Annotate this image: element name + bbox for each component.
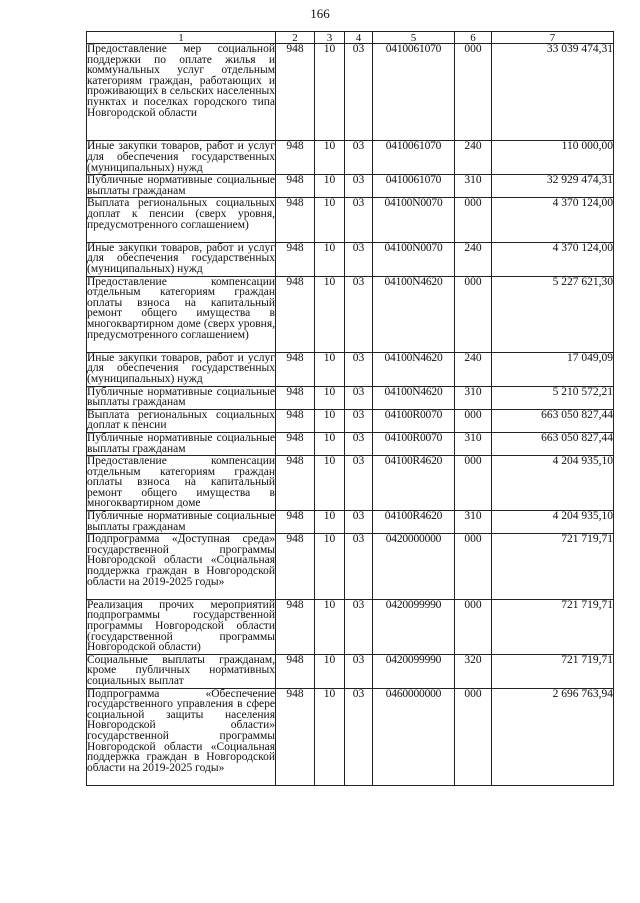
expense-type-code: 000 (455, 44, 492, 141)
table-row (87, 141, 614, 175)
table-row (87, 175, 614, 198)
row-name: Иные закупки товаров, работ и услуг для обеспечения государственных (муниципальных) нужд (87, 351, 275, 385)
amount: 663 050 827,44 (492, 432, 614, 455)
expense-type-code: 000 (455, 688, 492, 785)
section-code: 10 (315, 386, 345, 409)
expense-type-code: 240 (455, 141, 492, 175)
subsection-code: 03 (345, 456, 373, 511)
amount: 33 039 474,31 (492, 44, 614, 141)
target-article-code: 0410061070 (373, 175, 455, 198)
subsection-code: 03 (345, 432, 373, 455)
admin-code: 948 (276, 511, 315, 534)
subsection-code: 03 (345, 654, 373, 688)
column-header: 3 (315, 32, 345, 44)
amount: 4 370 124,00 (492, 198, 614, 242)
section-code: 10 (315, 198, 345, 242)
section-code: 10 (315, 688, 345, 785)
row-name: Предоставление компенсации отдельным категориям граждан оплаты взноса на капитальный ремонт общего имущества в многоквартирном доме (87, 455, 275, 510)
expense-type-code: 240 (455, 352, 492, 386)
amount: 5 227 621,30 (492, 276, 614, 352)
expense-type-code: 000 (455, 456, 492, 511)
section-code: 10 (315, 175, 345, 198)
target-article-code: 0420099990 (373, 654, 455, 688)
admin-code: 948 (276, 44, 315, 141)
subsection-code: 03 (345, 534, 373, 600)
subsection-code: 03 (345, 386, 373, 409)
expense-type-code: 310 (455, 511, 492, 534)
amount: 721 719,71 (492, 534, 614, 600)
expense-type-code: 320 (455, 654, 492, 688)
section-code: 10 (315, 276, 345, 352)
column-header: 5 (373, 32, 455, 44)
expense-type-code: 000 (455, 409, 492, 432)
target-article-code: 0410061070 (373, 141, 455, 175)
column-header: 6 (455, 32, 492, 44)
admin-code: 948 (276, 175, 315, 198)
budget-table (86, 31, 614, 786)
page-number: 166 (310, 6, 330, 21)
row-name: Публичные нормативные социальные выплаты гражданам (87, 385, 275, 409)
target-article-code: 04100N4620 (373, 386, 455, 409)
section-code: 10 (315, 432, 345, 455)
subsection-code: 03 (345, 141, 373, 175)
amount: 721 719,71 (492, 599, 614, 654)
subsection-code: 03 (345, 175, 373, 198)
target-article-code: 04100R4620 (373, 456, 455, 511)
admin-code: 948 (276, 409, 315, 432)
target-article-code: 04100N4620 (373, 352, 455, 386)
table-row (87, 242, 614, 276)
admin-code: 948 (276, 386, 315, 409)
admin-code: 948 (276, 141, 315, 175)
subsection-code: 03 (345, 352, 373, 386)
table-row (87, 276, 614, 352)
admin-code: 948 (276, 198, 315, 242)
subsection-code: 03 (345, 511, 373, 534)
amount: 4 370 124,00 (492, 242, 614, 276)
target-article-code: 04100R0070 (373, 432, 455, 455)
section-code: 10 (315, 654, 345, 688)
row-name: Публичные нормативные социальные выплаты гражданам (87, 431, 275, 455)
row-name: Социальные выплаты гражданам, кроме публичных нормативных социальных выплат (87, 653, 275, 688)
amount: 721 719,71 (492, 654, 614, 688)
amount: 5 210 572,21 (492, 386, 614, 409)
table-row (87, 654, 614, 688)
admin-code: 948 (276, 456, 315, 511)
table-row (87, 456, 614, 511)
column-header: 7 (492, 32, 614, 44)
target-article-code: 0420099990 (373, 599, 455, 654)
expense-type-code: 000 (455, 198, 492, 242)
table-row (87, 44, 614, 141)
section-code: 10 (315, 599, 345, 654)
row-name: Предоставление мер социальной поддержки по оплате жилья и коммунальных услуг отдельным категориям граждан, работающих и проживающих в сельских населенных пунктах и поселках городского типа Новгородской области (87, 44, 276, 141)
table-row (87, 198, 614, 242)
subsection-code: 03 (345, 688, 373, 785)
column-header: 2 (276, 32, 315, 44)
row-name: Подпрограмма «Доступная среда» государственной программы Новгородской области «Социальная поддержка граждан в Новгородской области на 2019-2025 годы» (87, 534, 276, 600)
row-name: Выплата региональных социальных доплат к пенсии (87, 408, 275, 432)
table-row (87, 432, 614, 455)
table-row (87, 511, 614, 534)
table-row (87, 409, 614, 432)
column-header: 4 (345, 32, 373, 44)
row-name: Публичные нормативные социальные выплаты гражданам (87, 174, 275, 197)
target-article-code: 04100N0070 (373, 198, 455, 242)
target-article-code: 0420000000 (373, 534, 455, 600)
table-row (87, 386, 614, 409)
amount: 110 000,00 (492, 141, 614, 175)
expense-type-code: 310 (455, 386, 492, 409)
column-number-row (87, 32, 614, 44)
subsection-code: 03 (345, 44, 373, 141)
row-name: Выплата региональных социальных доплат к пенсии (сверх уровня, предусмотренного соглашением) (87, 198, 276, 242)
admin-code: 948 (276, 276, 315, 352)
expense-type-code: 000 (455, 276, 492, 352)
row-name: Иные закупки товаров, работ и услуг для обеспечения государственных (муниципальных) нужд (87, 241, 275, 275)
section-code: 10 (315, 456, 345, 511)
target-article-code: 04100N4620 (373, 276, 455, 352)
subsection-code: 03 (345, 198, 373, 242)
subsection-code: 03 (345, 242, 373, 276)
amount: 17 049,09 (492, 352, 614, 386)
target-article-code: 0410061070 (373, 44, 455, 141)
row-name: Предоставление компенсации отдельным категориям граждан оплаты взноса на капитальный ремонт общего имущества в многоквартирном доме (сверх уровня, предусмотренного соглашением) (87, 276, 276, 352)
row-name: Подпрограмма «Обеспечение государственного управления в сфере социальной защиты населения Новгородской области» государственной программы Новгородской области «Социальная поддержка граждан в Новгородской области на 2019-2025 годы» (87, 688, 276, 785)
admin-code: 948 (276, 242, 315, 276)
admin-code: 948 (276, 534, 315, 600)
section-code: 10 (315, 352, 345, 386)
section-code: 10 (315, 409, 345, 432)
table-row (87, 534, 614, 600)
table-row (87, 599, 614, 654)
section-code: 10 (315, 242, 345, 276)
section-code: 10 (315, 534, 345, 600)
table-row (87, 688, 614, 785)
admin-code: 948 (276, 654, 315, 688)
expense-type-code: 310 (455, 432, 492, 455)
column-header: 1 (87, 32, 276, 44)
section-code: 10 (315, 141, 345, 175)
subsection-code: 03 (345, 599, 373, 654)
row-name: Реализация прочих мероприятий подпрограммы государственной программы Новгородской области (государственной программы Новгородской области) (87, 598, 275, 654)
row-name: Иные закупки товаров, работ и услуг для обеспечения государственных (муниципальных) нужд (87, 140, 275, 174)
section-code: 10 (315, 511, 345, 534)
target-article-code: 04100R4620 (373, 511, 455, 534)
subsection-code: 03 (345, 409, 373, 432)
target-article-code: 0460000000 (373, 688, 455, 785)
amount: 4 204 935,10 (492, 511, 614, 534)
row-name: Публичные нормативные социальные выплаты гражданам (87, 510, 275, 533)
expense-type-code: 310 (455, 175, 492, 198)
section-code: 10 (315, 44, 345, 141)
expense-type-code: 000 (455, 599, 492, 654)
expense-type-code: 240 (455, 242, 492, 276)
target-article-code: 04100R0070 (373, 409, 455, 432)
amount: 663 050 827,44 (492, 409, 614, 432)
expense-type-code: 000 (455, 534, 492, 600)
table-row (87, 352, 614, 386)
admin-code: 948 (276, 599, 315, 654)
admin-code: 948 (276, 432, 315, 455)
amount: 2 696 763,94 (492, 688, 614, 785)
subsection-code: 03 (345, 276, 373, 352)
amount: 4 204 935,10 (492, 456, 614, 511)
admin-code: 948 (276, 352, 315, 386)
admin-code: 948 (276, 688, 315, 785)
target-article-code: 04100N0070 (373, 242, 455, 276)
amount: 32 929 474,31 (492, 175, 614, 198)
